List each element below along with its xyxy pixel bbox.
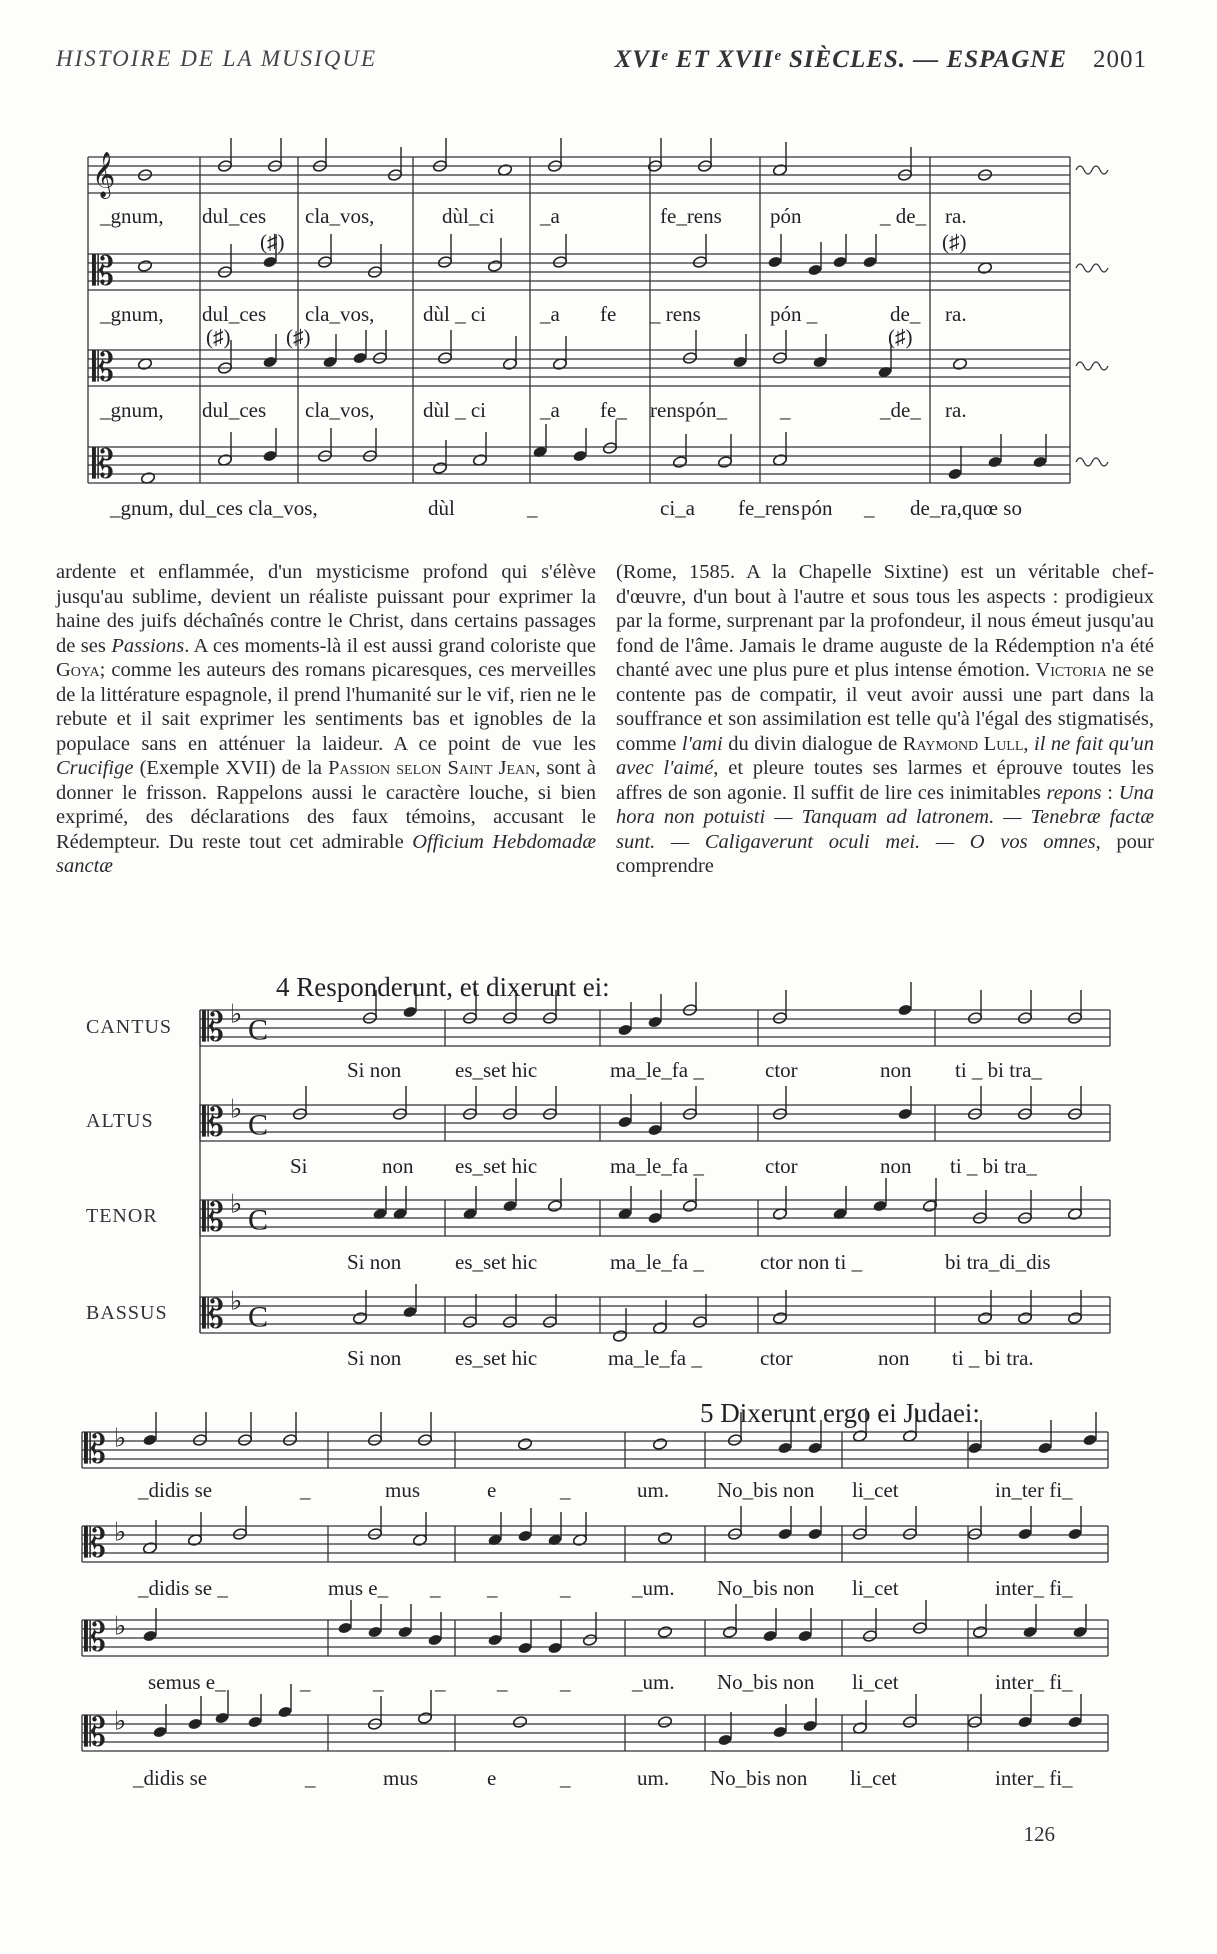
lyric-ex4-1: ma_le_fa _ — [610, 1154, 704, 1178]
lyric-s3-1: mus e_ — [328, 1576, 389, 1600]
lyric-s1-1: cla_vos, — [305, 302, 375, 326]
key-signature-flat: ♭ — [114, 1423, 127, 1453]
lyric-ex4-2: ma_le_fa _ — [610, 1250, 704, 1274]
lyric-s3-3: e — [487, 1766, 497, 1790]
key-signature-flat: ♭ — [114, 1517, 127, 1547]
continuation-mark — [1076, 458, 1108, 466]
voice-label-tenor: TENOR — [86, 1205, 158, 1227]
lyric-s3-2: _ — [300, 1670, 311, 1694]
voice-label-altus: ALTUS — [86, 1110, 154, 1132]
lyric-s1-0: fe_rens — [660, 204, 722, 228]
continuation-mark — [1076, 264, 1108, 272]
note-head — [657, 1715, 672, 1728]
lyric-s1-0: cla_vos, — [305, 204, 375, 228]
body-text-left-column — [56, 560, 596, 879]
lyric-s1-1: ra. — [945, 302, 967, 326]
lyric-ex4-1: ctor — [765, 1154, 798, 1178]
lyric-s1-1: dul_ces — [202, 302, 267, 326]
lyric-ex4-0: es_set hic — [455, 1058, 538, 1082]
lyric-ex4-0: ti _ bi tra_ — [955, 1058, 1042, 1082]
lyric-ex4-1: ti _ bi tra_ — [950, 1154, 1037, 1178]
lyric-s3-2: _ — [497, 1670, 508, 1694]
clef-glyph: 𝄡 — [202, 1099, 225, 1146]
clef-glyph: 𝄡 — [92, 248, 115, 295]
lyric-s3-3: _ — [305, 1766, 316, 1790]
note-head — [652, 1437, 667, 1450]
lyric-s3-3: um. — [637, 1766, 670, 1790]
lyric-ex4-1: Si — [290, 1154, 308, 1178]
time-signature: C — [248, 1108, 269, 1142]
lyric-s3-1: _ — [560, 1576, 571, 1600]
clef-glyph: 𝄡 — [84, 1426, 107, 1473]
clef-glyph: 𝄡 — [202, 1291, 225, 1338]
lyric-s3-1: No_bis non — [717, 1576, 815, 1600]
key-signature-flat: ♭ — [230, 1286, 243, 1316]
lyric-s1-1: pón _ — [770, 302, 818, 326]
clef-glyph: 𝄡 — [92, 344, 115, 391]
lyric-s1-1: fe — [600, 302, 617, 326]
accidental-sharp: (♯) — [888, 325, 913, 349]
lyric-ex4-2: bi tra_di_dis — [945, 1250, 1051, 1274]
example-4-title: 4 Responderunt, et dixerunt ei: — [276, 972, 610, 1002]
note-head — [512, 1715, 527, 1728]
lyric-s3-0: _ — [300, 1478, 311, 1502]
lyric-s3-1: li_cet — [852, 1576, 899, 1600]
lyric-s1-0: _gnum, — [100, 204, 164, 228]
clef-glyph: 𝄡 — [92, 441, 115, 488]
time-signature: C — [248, 1203, 269, 1237]
lyric-s1-2: cla_vos, — [305, 398, 375, 422]
key-signature-flat: ♭ — [114, 1706, 127, 1736]
lyric-ex4-0: Si non — [347, 1058, 402, 1082]
lyric-s1-3: fe_rens — [738, 496, 800, 520]
key-signature-flat: ♭ — [230, 999, 243, 1029]
lyric-s3-1: inter_ fi_ — [995, 1576, 1073, 1600]
lyric-s3-0: _ — [560, 1478, 571, 1502]
lyric-s3-0: in_ter fi_ — [995, 1478, 1073, 1502]
lyric-ex4-3: non — [878, 1346, 910, 1370]
lyric-s1-2: dùl _ ci — [423, 398, 486, 422]
lyric-s3-2: semus e_ — [148, 1670, 226, 1694]
continuation-mark — [1076, 166, 1108, 174]
lyric-s3-0: um. — [637, 1478, 670, 1502]
accidental-sharp: (♯) — [206, 325, 231, 349]
lyric-s3-3: No_bis non — [710, 1766, 808, 1790]
lyric-s3-0: mus — [385, 1478, 421, 1502]
lyric-s3-0: li_cet — [852, 1478, 899, 1502]
lyric-s1-3: pón — [801, 496, 833, 520]
lyric-s3-3: inter_ fi_ — [995, 1766, 1073, 1790]
header-page-number: 2001 — [1093, 46, 1147, 73]
lyric-s3-1: _ — [487, 1576, 498, 1600]
lyric-s3-3: li_cet — [850, 1766, 897, 1790]
clef-glyph: 𝄡 — [84, 1709, 107, 1756]
note-head — [137, 259, 152, 272]
lyric-ex4-0: ctor — [765, 1058, 798, 1082]
lyric-s1-3: _ — [864, 496, 875, 520]
note-head — [657, 1531, 672, 1544]
accidental-sharp: (♯) — [286, 325, 311, 349]
clef-glyph: 𝄡 — [202, 1194, 225, 1241]
lyric-s1-2: renspón_ — [650, 398, 727, 422]
lyric-s1-3: ci_a — [660, 496, 695, 520]
lyric-s3-0: No_bis non — [717, 1478, 815, 1502]
page-number: 126 — [1023, 1822, 1055, 1846]
note-head — [657, 1625, 672, 1638]
paragraph: (Rome, 1585. A la Chapelle Sixtine) est un véritable chef-d'œuvre, d'un bout à l'autre et sous tous les aspects : prodigieux par la forme, surprenant par la profondeur, il nous émeut jusqu'au fond de l'âme. Jamais le drame auguste de la Rédemption n'a été chanté avec une plus pure et plus intense émotion. Victoria ne se contente pas de compatir, il veut avoir aussi une part dans la souffrance et son assimilation est telle qu'à l'égal des stigmatisés, comme l'ami du divin dialogue de Raymond Lull, il ne fait qu'un avec l'aimé, et pleure toutes ses larmes et éprouve toutes les affres de son agonie. Il suffit de lire ces inimitables repons : Una hora non potuisti — Tanquam ad latronem. — Tenebræ factæ sunt. — Caligaverunt oculi mei. — O vos omnes, pour comprendre — [616, 561, 1155, 877]
clef-glyph: 𝄡 — [202, 1004, 225, 1051]
voice-label-cantus: CANTUS — [86, 1016, 173, 1038]
lyric-s3-1: _um. — [632, 1576, 675, 1600]
lyric-ex4-0: ma_le_fa _ — [610, 1058, 704, 1082]
lyric-s1-0: ra. — [945, 204, 967, 228]
lyric-s1-3: dùl — [428, 496, 455, 520]
lyric-s1-1: _ rens — [650, 302, 701, 326]
lyric-ex4-3: ti _ bi tra. — [952, 1346, 1034, 1370]
lyric-s1-2: _a — [540, 398, 560, 422]
body-text-right-column — [616, 560, 1154, 879]
example-5-title: 5 Dixerunt ergo ei Judaei: — [700, 1398, 980, 1428]
lyric-s1-3: de_ra,quœ so — [910, 496, 1022, 520]
lyric-s1-1: _gnum, — [100, 302, 164, 326]
accidental-sharp: (♯) — [942, 230, 967, 254]
lyric-s1-0: pón — [770, 204, 802, 228]
voice-label-bassus: BASSUS — [86, 1302, 168, 1324]
lyric-s3-2: _um. — [632, 1670, 675, 1694]
lyric-s1-2: ra. — [945, 398, 967, 422]
time-signature: C — [248, 1013, 269, 1047]
lyric-s1-3: _ — [527, 496, 538, 520]
lyric-s3-2: _ — [373, 1670, 384, 1694]
time-signature: C — [248, 1300, 269, 1334]
accidental-sharp: (♯) — [260, 230, 285, 254]
clef-glyph: 𝄞 — [92, 151, 116, 198]
lyric-ex4-3: Si non — [347, 1346, 402, 1370]
lyric-ex4-3: ctor — [760, 1346, 793, 1370]
lyric-ex4-1: non — [880, 1154, 912, 1178]
lyric-s1-2: dul_ces — [202, 398, 267, 422]
lyric-ex4-3: ma_le_fa _ — [608, 1346, 702, 1370]
lyric-s1-0: _a — [540, 204, 560, 228]
lyric-s1-2: _de_ — [880, 398, 921, 422]
lyric-ex4-2: Si non — [347, 1250, 402, 1274]
lyric-s1-0: _ de_ — [880, 204, 927, 228]
lyric-ex4-2: ctor non ti _ — [760, 1250, 863, 1274]
lyric-s3-2: _ — [435, 1670, 446, 1694]
lyric-s3-3: mus — [383, 1766, 419, 1790]
lyric-s3-2: _ — [560, 1670, 571, 1694]
lyric-s1-1: de_ — [890, 302, 921, 326]
note-head — [517, 1437, 532, 1450]
lyric-ex4-0: non — [880, 1058, 912, 1082]
lyric-s1-1: dùl _ ci — [423, 302, 486, 326]
lyric-s3-1: _didis se _ — [138, 1576, 228, 1600]
lyric-s1-2: fe_ — [600, 398, 627, 422]
lyric-s1-2: _ — [780, 398, 791, 422]
key-signature-flat: ♭ — [114, 1611, 127, 1641]
lyric-s1-1: _a — [540, 302, 560, 326]
lyric-s3-2: li_cet — [852, 1670, 899, 1694]
lyric-ex4-3: es_set hic — [455, 1346, 538, 1370]
lyric-s1-0: dul_ces — [202, 204, 267, 228]
lyric-s3-3: _ — [560, 1766, 571, 1790]
key-signature-flat: ♭ — [230, 1094, 243, 1124]
clef-glyph: 𝄡 — [84, 1520, 107, 1567]
lyric-s1-2: _gnum, — [100, 398, 164, 422]
header-title: HISTOIRE DE LA MUSIQUE — [56, 46, 378, 71]
lyric-s3-0: e — [487, 1478, 497, 1502]
lyric-s1-0: dùl_ci — [442, 204, 495, 228]
lyric-s3-2: inter_ fi_ — [995, 1670, 1073, 1694]
lyric-s3-3: _didis se — [133, 1766, 208, 1790]
key-signature-flat: ♭ — [230, 1189, 243, 1219]
header-section: XVIᵉ ET XVIIᵉ SIÈCLES. — ESPAGNE 2001 — [614, 46, 1147, 73]
lyric-ex4-1: non — [382, 1154, 414, 1178]
clef-glyph: 𝄡 — [84, 1614, 107, 1661]
paragraph: ardente et enflammée, d'un mysticisme profond qui s'élève jusqu'au sublime, devient un réaliste puissant pour exprimer la haine des juifs déchaînés contre le Christ, dans certains passages de ses Passions. A ces moments-là il est aussi grand coloriste que Goya; comme les auteurs des romans picaresques, ces merveilles de la littérature espagnole, il prend l'humanité sur le vif, rien ne le rebute et il sait exprimer les sentiments bas et ignobles de la populace sans en atténuer la laideur. A ce point de vue les Crucifige (Exemple XVII) de la Passion selon Saint Jean, sont à donner le frisson. Rappelons aussi le caractère louche, si bien exprimé, des déclarations des faux témoins, accusant le Rédempteur. Du reste tout cet admirable Officium Hebdomadæ sanctæ — [56, 561, 597, 877]
lyric-ex4-2: es_set hic — [455, 1250, 538, 1274]
lyric-s1-3: _gnum, dul_ces cla_vos, — [110, 496, 318, 520]
lyric-s3-0: _didis se — [138, 1478, 213, 1502]
lyric-s3-2: No_bis non — [717, 1670, 815, 1694]
lyric-ex4-1: es_set hic — [455, 1154, 538, 1178]
lyric-s3-1: _ — [430, 1576, 441, 1600]
continuation-mark — [1076, 362, 1108, 370]
